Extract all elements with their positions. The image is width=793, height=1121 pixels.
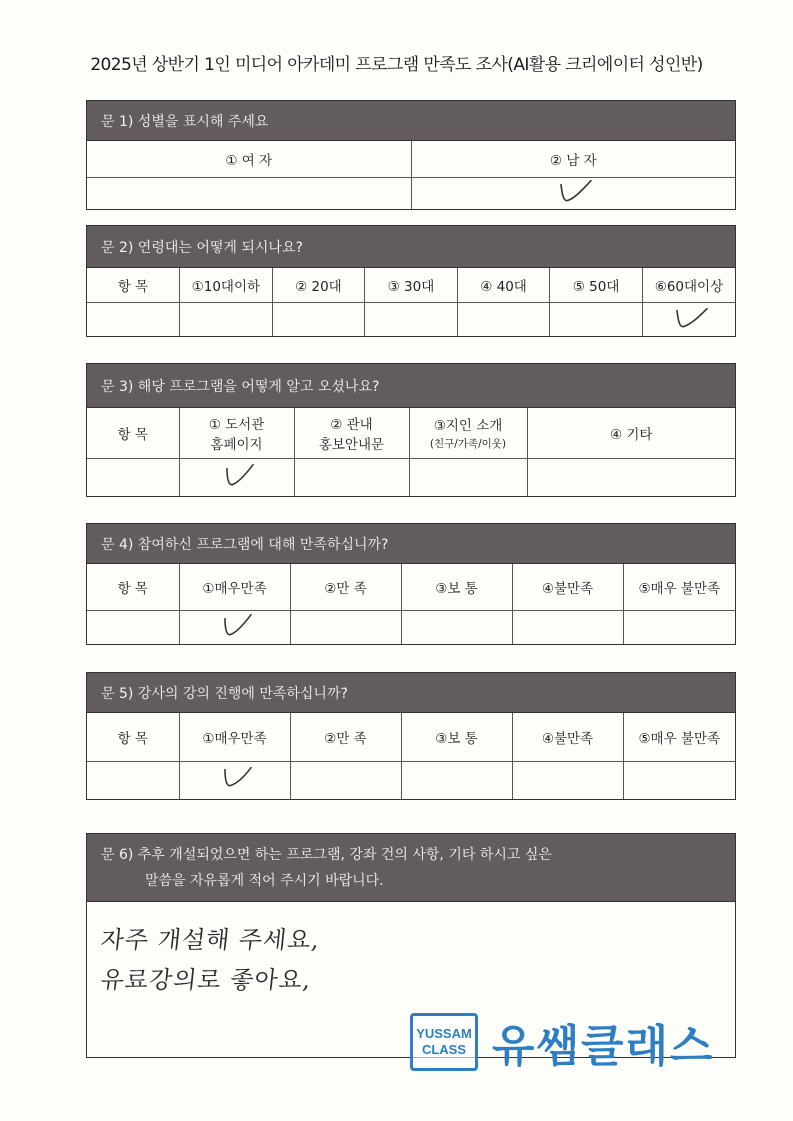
- q5-answer-1[interactable]: [179, 761, 290, 799]
- q2-option-3: ③ 30대: [365, 268, 458, 302]
- q4-answer-label: [87, 610, 179, 644]
- question-6-header: [87, 834, 735, 902]
- question-2-table: [87, 268, 735, 336]
- q4-answer-1[interactable]: [179, 610, 290, 644]
- check-mark-icon: [215, 766, 255, 792]
- watermark-text: 유쌤클래스: [492, 1021, 715, 1072]
- question-4-header: 문 4) 참여하신 프로그램에 대해 만족하십니까?: [87, 524, 735, 564]
- q3-option-3-line2: (친구/가족/이웃): [429, 438, 507, 451]
- question-5-header: 문 5) 강사의 강의 진행에 만족하십니까?: [87, 673, 735, 713]
- question-4: [86, 523, 736, 645]
- q2-option-2: ② 20대: [272, 268, 365, 302]
- q5-option-5: ⑤매우 불만족: [623, 713, 735, 761]
- question-4-table: [87, 564, 735, 644]
- q2-answer-3[interactable]: [365, 302, 458, 336]
- question-5-table: [87, 713, 735, 799]
- q4-option-1: ①매우만족: [179, 564, 290, 610]
- q4-answer-2[interactable]: [290, 610, 401, 644]
- question-3-table: [87, 408, 735, 496]
- q3-option-1-line1: ① 도서관: [208, 416, 265, 433]
- q5-row-label: 항 목: [87, 713, 179, 761]
- q2-option-4: ④ 40대: [457, 268, 550, 302]
- check-mark-icon: [217, 463, 257, 489]
- q2-row-label: 항 목: [87, 268, 180, 302]
- q3-row-label: 항 목: [87, 408, 179, 458]
- q4-option-4: ④불만족: [512, 564, 623, 610]
- q4-answer-4[interactable]: [512, 610, 623, 644]
- q5-option-3: ③보 통: [401, 713, 512, 761]
- check-mark-icon: [553, 179, 593, 205]
- watermark-badge: [410, 1013, 478, 1071]
- q3-answer-1[interactable]: [179, 458, 294, 496]
- q3-answer-3[interactable]: [409, 458, 527, 496]
- q6-answer-line1: 자주 개설해 주세요,: [99, 926, 322, 954]
- q1-option-male: ② 남 자: [411, 141, 735, 177]
- question-3: [86, 363, 736, 497]
- check-mark-icon: [215, 613, 255, 639]
- q1-answer-male[interactable]: [411, 177, 735, 209]
- q2-option-5: ⑤ 50대: [550, 268, 643, 302]
- page-title: 2025년 상반기 1인 미디어 아카데미 프로그램 만족도 조사(AI활용 크리에이터 성인반): [90, 55, 703, 75]
- q4-row-label: 항 목: [87, 564, 179, 610]
- q5-answer-3[interactable]: [401, 761, 512, 799]
- q2-answer-6[interactable]: [642, 302, 735, 336]
- q3-option-2: [294, 408, 409, 458]
- q3-option-1-line2: 홈페이지: [210, 436, 263, 453]
- question-2-header: 문 2) 연령대는 어떻게 되시나요?: [87, 226, 735, 268]
- q4-option-3: ③보 통: [401, 564, 512, 610]
- watermark: [410, 1010, 715, 1074]
- watermark-badge-line1: YUSSAM: [416, 1026, 472, 1041]
- q5-answer-4[interactable]: [512, 761, 623, 799]
- question-1-table: [87, 141, 735, 209]
- q5-option-1: ①매우만족: [179, 713, 290, 761]
- q5-answer-2[interactable]: [290, 761, 401, 799]
- q3-option-2-line2: 홍보안내문: [318, 436, 385, 453]
- q2-answer-4[interactable]: [457, 302, 550, 336]
- q3-option-3: [409, 408, 527, 458]
- q5-option-4: ④불만족: [512, 713, 623, 761]
- q2-answer-1[interactable]: [180, 302, 273, 336]
- q4-option-5: ⑤매우 불만족: [623, 564, 735, 610]
- q2-option-6: ⑥60대이상: [642, 268, 735, 302]
- q5-answer-label: [87, 761, 179, 799]
- question-1: [86, 100, 736, 210]
- question-5: [86, 672, 736, 800]
- q3-option-3-line1: ③지인 소개: [433, 418, 503, 435]
- q4-answer-5[interactable]: [623, 610, 735, 644]
- q6-question-line1: 문 6) 추후 개설되었으면 하는 프로그램, 강좌 건의 사항, 기타 하시고 싶은: [101, 846, 552, 863]
- q1-answer-female[interactable]: [87, 177, 411, 209]
- q3-answer-2[interactable]: [294, 458, 409, 496]
- check-mark-icon: [669, 305, 709, 331]
- q2-answer-5[interactable]: [550, 302, 643, 336]
- q6-question-line2: 말씀을 자유롭게 적어 주시기 바랍니다.: [145, 872, 384, 889]
- q2-option-1: ①10대이하: [180, 268, 273, 302]
- q3-answer-label: [87, 458, 179, 496]
- q3-option-4: [527, 408, 735, 458]
- question-2: [86, 225, 736, 337]
- q6-answer-line2: 유료강의로 좋아요,: [99, 966, 313, 994]
- q3-answer-4[interactable]: [527, 458, 735, 496]
- question-1-header: 문 1) 성별을 표시해 주세요: [87, 101, 735, 141]
- q2-answer-label: [87, 302, 180, 336]
- q3-option-2-line1: ② 관내: [330, 416, 373, 433]
- q5-answer-5[interactable]: [623, 761, 735, 799]
- question-3-header: 문 3) 해당 프로그램을 어떻게 알고 오셨나요?: [87, 364, 735, 408]
- q2-answer-2[interactable]: [272, 302, 365, 336]
- watermark-badge-line2: CLASS: [421, 1042, 467, 1057]
- q3-option-1: [179, 408, 294, 458]
- q1-option-female: ① 여 자: [87, 141, 411, 177]
- q4-option-2: ②만 족: [290, 564, 401, 610]
- q5-option-2: ②만 족: [290, 713, 401, 761]
- q4-answer-3[interactable]: [401, 610, 512, 644]
- q3-option-4-line1: ④ 기타: [610, 426, 653, 443]
